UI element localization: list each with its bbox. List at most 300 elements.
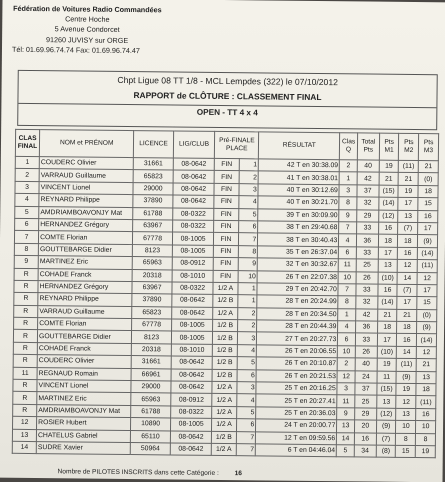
pts-m1-cell: 19	[379, 160, 399, 173]
footer-label: Nombre de PILOTES INSCRITS dans cette Catégorie :	[57, 468, 219, 477]
result-cell: 29 T en 20:42.70	[257, 283, 338, 296]
stage-cell: 1/2 A	[212, 406, 236, 419]
total-cell: 33	[355, 333, 377, 346]
event-title: Chpt Ligue 08 TT 1/8 - MCL Lempdes (322) le 07/10/2012	[117, 74, 338, 88]
pts-m1-cell: 21	[379, 173, 399, 186]
licence-cell: 8123	[132, 331, 172, 344]
pts-m2-cell: 12	[398, 259, 418, 272]
name-cell: AMDRIAMBOAVONJY Mat	[39, 206, 133, 219]
place-cell: 5	[236, 406, 256, 419]
pts-m3-cell: 17	[418, 222, 438, 235]
pts-m1-cell: 13	[376, 396, 396, 409]
pts-m3-cell: 15	[418, 198, 438, 211]
total-cell: 33	[356, 247, 378, 260]
place-cell: 3	[236, 382, 256, 395]
name-cell: VINCENT Lionel	[39, 181, 133, 194]
place-cell: 6	[238, 221, 258, 234]
licence-cell: 63967	[133, 220, 173, 233]
pts-m2-cell: 17	[397, 297, 417, 310]
pts-m3-cell: 21	[418, 161, 438, 174]
club-cell: 08-0322	[172, 220, 214, 233]
pts-m3-cell: (0)	[418, 173, 438, 186]
organization-city: 91260 JUVISY sur ORGE	[45, 34, 129, 45]
pts-m3-cell: 17	[417, 284, 437, 297]
pts-m1-cell: 18	[378, 234, 398, 247]
total-cell: 25	[355, 395, 377, 408]
total-cell: 32	[357, 197, 379, 210]
result-cell: 38 T en 30:40.43	[258, 233, 339, 246]
club-cell: 08-0642	[170, 443, 212, 456]
clas-cell: 2	[15, 169, 39, 182]
clas-cell: 12	[13, 417, 37, 430]
pts-m2-cell: 21	[397, 309, 417, 322]
clas-q-cell: 6	[339, 246, 357, 259]
place-cell: 2	[237, 307, 257, 320]
pts-m1-cell: 18	[377, 321, 397, 334]
pts-m1-cell: (9)	[376, 420, 396, 433]
result-cell: 28 T en 20:24.99	[257, 295, 338, 308]
stage-cell: 1/2 B	[212, 431, 236, 444]
stage-cell: 1/2 A	[212, 381, 236, 394]
licence-cell: 65963	[131, 393, 171, 406]
col-club: LIG/CLUB	[173, 131, 215, 158]
club-cell: 08-1010	[171, 344, 213, 357]
pts-m2-cell: 16	[397, 334, 417, 347]
pts-m2-cell: 12	[396, 396, 416, 409]
category-label: OPEN	[196, 107, 221, 117]
pts-m1-cell: (12)	[378, 210, 398, 223]
place-cell: 7	[238, 233, 258, 246]
clas-cell: 6	[15, 218, 39, 231]
stage-cell: FIN	[215, 158, 239, 171]
licence-cell: 65823	[132, 306, 172, 319]
clas-cell: 9	[14, 255, 38, 268]
result-cell: 40 T en 30:12.69	[258, 184, 339, 197]
col-total-pts: Total Pts	[357, 133, 379, 160]
clas-q-cell: 12	[337, 370, 355, 383]
name-cell: GOUTTEBARGE Didier	[38, 330, 132, 343]
licence-cell: 67778	[132, 319, 172, 332]
pts-m2-cell: 13	[396, 408, 416, 421]
result-cell: 27 T en 20:27.73	[257, 332, 338, 345]
pts-m3-cell: (11)	[417, 260, 437, 273]
club-cell: 08-1005	[171, 319, 213, 332]
stage-cell: FIN	[214, 196, 238, 209]
result-cell: 26 T en 20:21.53	[256, 370, 337, 383]
stage-cell: 1/2 A	[212, 394, 236, 407]
pts-m1-cell: (15)	[379, 185, 399, 198]
club-cell: 08-1005	[170, 418, 212, 431]
total-cell: 37	[355, 383, 377, 396]
place-cell: 2	[239, 171, 259, 184]
clas-cell: 14	[12, 441, 36, 454]
clas-q-cell: 10	[338, 271, 356, 284]
licence-cell: 37890	[133, 195, 173, 208]
name-cell: SUDRE Xavier	[36, 442, 130, 455]
licence-cell: 66961	[131, 368, 171, 381]
stage-cell: FIN	[214, 183, 238, 196]
licence-cell: 37890	[132, 294, 172, 307]
col-clas-final: CLAS FINAL	[15, 129, 39, 156]
pts-m1-cell: (10)	[378, 272, 398, 285]
organization-name: Fédération de Voitures Radio Commandées	[13, 3, 162, 15]
result-cell: 35 T en 26:37.04	[258, 246, 339, 259]
licence-cell: 65110	[131, 430, 171, 443]
stage-cell: 1/2 B	[212, 369, 236, 382]
name-cell: COHADE Franck	[37, 342, 131, 355]
total-cell: 34	[354, 445, 376, 458]
col-pts-m1: Pts M1	[379, 133, 399, 160]
pts-m1-cell: (7)	[376, 433, 396, 446]
place-cell: 1	[239, 159, 259, 172]
place-cell: 1	[237, 283, 257, 296]
clas-q-cell: 13	[337, 420, 355, 433]
place-cell: 7	[236, 431, 256, 444]
clas-cell: R	[13, 392, 37, 405]
pts-m1-cell: 16	[378, 222, 398, 235]
col-pts-m3: Pts M3	[419, 134, 439, 161]
pts-m2-cell: (9)	[396, 371, 416, 384]
club-cell: 08-0642	[171, 369, 213, 382]
place-cell: 7	[236, 444, 256, 457]
pts-m2-cell: 15	[396, 445, 416, 458]
stage-cell: FIN	[214, 233, 238, 246]
clas-cell: R	[13, 355, 37, 368]
stage-cell: 1/2 B	[213, 319, 237, 332]
stage-cell: FIN	[214, 258, 238, 271]
pts-m3-cell: 12	[417, 272, 437, 285]
pts-m2-cell: 17	[398, 198, 418, 211]
clas-cell: 4	[15, 193, 39, 206]
licence-cell: 67778	[133, 232, 173, 245]
result-cell: 24 T en 20:00.77	[256, 419, 337, 432]
clas-q-cell: 2	[340, 160, 358, 173]
clas-cell: R	[13, 404, 37, 417]
pts-m1-cell: 17	[377, 334, 397, 347]
report-title: RAPPORT de CLÔTURE : CLASSEMENT FINAL	[133, 90, 322, 103]
pts-m1-cell: 21	[377, 309, 397, 322]
club-cell: 08-0912	[171, 393, 213, 406]
pts-m2-cell: (11)	[399, 160, 419, 173]
licence-cell: 61788	[133, 207, 173, 220]
place-cell: 5	[238, 208, 258, 221]
pts-m2-cell: 14	[397, 346, 417, 359]
organization-header	[12, 4, 163, 57]
clas-cell: 13	[12, 429, 36, 442]
total-cell: 42	[357, 172, 379, 185]
result-cell: 38 T en 29:40.68	[258, 221, 339, 234]
clas-q-cell: 11	[337, 395, 355, 408]
pts-m2-cell: 8	[396, 433, 416, 446]
name-cell: COMTE Florian	[38, 318, 132, 331]
total-cell: 33	[356, 222, 378, 235]
clas-cell: R	[13, 379, 37, 392]
total-cell: 26	[356, 271, 378, 284]
organization-line: Centre Hoche	[65, 14, 110, 25]
pts-m3-cell: (9)	[418, 235, 438, 248]
club-cell: 08-1005	[171, 331, 213, 344]
name-cell: HERNANDEZ Grégory	[39, 219, 133, 232]
licence-cell: 10890	[131, 418, 171, 431]
total-cell: 20	[354, 420, 376, 433]
clas-cell: 3	[15, 181, 39, 194]
pts-m3-cell: 16	[418, 210, 438, 223]
stage-cell: 1/2 A	[213, 282, 237, 295]
licence-cell: 61788	[131, 405, 171, 418]
club-cell: 08-1005	[172, 245, 214, 258]
pts-m3-cell: 13	[416, 371, 436, 384]
col-pts-m2: Pts M2	[399, 133, 419, 160]
pts-m2-cell: 16	[398, 247, 418, 260]
clas-q-cell: 3	[339, 185, 357, 198]
name-cell: VARRAUD Guillaume	[39, 169, 133, 182]
result-cell: 32 T en 30:32.67	[257, 258, 338, 271]
club-cell: 08-0642	[171, 307, 213, 320]
footer	[58, 468, 243, 477]
place-cell: 4	[236, 394, 256, 407]
result-cell: 41 T en 30:38.01	[258, 171, 339, 184]
name-cell: VARRAUD Guillaume	[38, 305, 132, 318]
pts-m2-cell: (7)	[398, 222, 418, 235]
pts-m3-cell: 18	[416, 384, 436, 397]
pts-m3-cell: (11)	[416, 396, 436, 409]
stage-cell: 1/2 B	[213, 357, 237, 370]
pts-m1-cell: (8)	[376, 445, 396, 458]
clas-cell: R	[14, 293, 38, 306]
place-cell: 4	[237, 345, 257, 358]
pts-m3-cell: 18	[418, 185, 438, 198]
pts-m1-cell: (10)	[377, 346, 397, 359]
pts-m3-cell: 16	[416, 408, 436, 421]
pts-m3-cell: (14)	[417, 334, 437, 347]
stage-cell: 1/2 A	[212, 419, 236, 432]
pts-m3-cell: 15	[417, 297, 437, 310]
pts-m3-cell: 21	[416, 359, 436, 372]
club-cell: 08-0642	[173, 170, 215, 183]
licence-cell: 65823	[133, 170, 173, 183]
pts-m2-cell: 18	[398, 235, 418, 248]
clas-cell: R	[13, 342, 37, 355]
clas-cell: 8	[14, 243, 38, 256]
pts-m1-cell: 13	[378, 259, 398, 272]
place-cell: 1	[237, 295, 257, 308]
col-licence: LICENCE	[134, 131, 174, 158]
result-cell: 25 T en 20:36.03	[256, 407, 337, 420]
clas-q-cell: 4	[339, 234, 357, 247]
clas-q-cell: 7	[339, 222, 357, 235]
total-cell: 29	[354, 408, 376, 421]
stage-cell: FIN	[214, 220, 238, 233]
pts-m3-cell: (0)	[417, 309, 437, 322]
stage-cell: 1/2 B	[213, 332, 237, 345]
licence-cell: 29000	[133, 182, 173, 195]
club-cell: 08-0642	[173, 195, 215, 208]
clas-cell: R	[14, 317, 38, 330]
place-cell: 9	[238, 258, 258, 271]
result-cell: 40 T en 30:21.70	[258, 196, 339, 209]
pts-m3-cell: 8	[416, 433, 436, 446]
name-cell: GOUTTEBARGE Didier	[38, 243, 132, 256]
result-cell: 25 T en 20:16.25	[256, 382, 337, 395]
total-cell: 33	[356, 284, 378, 297]
clas-cell: R	[14, 305, 38, 318]
col-prefinale-place: Pré-FINALE PLACE	[215, 131, 259, 158]
place-cell: 10	[238, 270, 258, 283]
total-cell: 37	[357, 185, 379, 198]
total-cell: 36	[356, 234, 378, 247]
col-name: NOM et PRÉNOM	[39, 130, 134, 158]
stage-cell: 1/2 A	[213, 307, 237, 320]
clas-cell: 5	[15, 206, 39, 219]
club-cell: 08-0642	[172, 294, 214, 307]
col-result: RÉSULTAT	[259, 132, 340, 160]
name-cell: COHADE Franck	[38, 268, 132, 281]
pts-m1-cell: (12)	[376, 408, 396, 421]
stage-cell: FIN	[215, 171, 239, 184]
pts-m2-cell: (11)	[397, 359, 417, 372]
clas-q-cell: 5	[337, 445, 355, 458]
place-cell: 6	[237, 369, 257, 382]
club-cell: 08-0642	[173, 158, 215, 171]
pts-m1-cell: (15)	[377, 383, 397, 396]
pts-m2-cell: 14	[398, 272, 418, 285]
stage-cell: FIN	[214, 245, 238, 258]
clas-q-cell: 11	[338, 259, 356, 272]
total-cell: 25	[356, 259, 378, 272]
place-cell: 6	[236, 419, 256, 432]
clas-cell: R	[13, 330, 37, 343]
pts-m3-cell: (14)	[417, 247, 437, 260]
result-cell: 12 T en 09:59.56	[256, 431, 337, 444]
stage-cell: FIN	[214, 208, 238, 221]
result-cell: 39 T en 30:09.90	[258, 208, 339, 221]
pts-m2-cell: 13	[398, 210, 418, 223]
result-cell: 42 T en 30:38.09	[258, 159, 339, 172]
total-cell: 26	[355, 346, 377, 359]
category-line	[18, 106, 436, 119]
stage-cell: FIN	[213, 270, 237, 283]
clas-q-cell: 3	[337, 383, 355, 396]
licence-cell: 65963	[133, 257, 173, 270]
licence-cell: 29000	[131, 381, 171, 394]
place-cell: 8	[238, 245, 258, 258]
total-cell: 16	[354, 432, 376, 445]
result-cell: 26 T en 22:07.38	[257, 270, 338, 283]
result-cell: 26 T en 20:06.55	[257, 345, 338, 358]
class-label: TT 4 x 4	[227, 108, 258, 118]
pts-m2-cell: 19	[396, 383, 416, 396]
footer-count: 16	[234, 470, 243, 478]
licence-cell: 63967	[132, 281, 172, 294]
total-cell: 24	[355, 371, 377, 384]
pts-m1-cell: 16	[378, 284, 398, 297]
licence-cell: 31661	[134, 158, 174, 171]
stage-cell: 1/2 A	[212, 443, 236, 456]
pts-m3-cell: (9)	[417, 322, 437, 335]
name-cell: MARTINEZ Eric	[38, 256, 132, 269]
pts-m3-cell: 10	[416, 421, 436, 434]
licence-cell: 50964	[131, 443, 171, 456]
name-cell: HERNANDEZ Grégory	[38, 280, 132, 293]
club-cell: 08-0322	[170, 406, 212, 419]
pts-m2-cell: 19	[398, 185, 418, 198]
clas-q-cell: 4	[338, 321, 356, 334]
clas-q-cell: 2	[337, 358, 355, 371]
organization-phone-fax: Tél: 01.69.96.74.74 Fax: 01.69.96.74.47	[11, 44, 140, 55]
pts-m1-cell: 19	[377, 358, 397, 371]
name-cell: REGNAUD Romain	[37, 367, 131, 380]
club-cell: 08-0642	[170, 431, 212, 444]
report-title-box	[17, 70, 438, 130]
col-clas-q: Clas Q	[340, 133, 358, 160]
clas-q-cell: 9	[337, 408, 355, 421]
pts-m3-cell: 12	[416, 346, 436, 359]
clas-cell: R	[14, 280, 38, 293]
clas-q-cell: 8	[339, 197, 357, 210]
result-cell: 26 T en 20:10.87	[256, 357, 337, 370]
clas-cell: 1	[15, 156, 39, 169]
clas-cell: 7	[14, 231, 38, 244]
place-cell: 3	[237, 332, 257, 345]
total-cell: 32	[356, 296, 378, 309]
name-cell: ROSIER Hubert	[37, 417, 131, 430]
total-cell: 42	[356, 309, 378, 322]
clas-q-cell: 9	[339, 209, 357, 222]
result-cell: 25 T en 20:27.41	[256, 394, 337, 407]
pts-m3-cell: 19	[415, 446, 435, 459]
result-cell: 28 T en 20:44.39	[257, 320, 338, 333]
name-cell: CHATELUS Gabriel	[36, 429, 130, 442]
clas-q-cell: 7	[338, 284, 356, 297]
clas-q-cell: 1	[339, 172, 357, 185]
clas-q-cell: 10	[338, 346, 356, 359]
name-cell: REYNARD Philippe	[38, 293, 132, 306]
stage-cell: 1/2 B	[213, 295, 237, 308]
licence-cell: 8123	[133, 244, 173, 257]
stage-cell: 1/2 B	[213, 344, 237, 357]
club-cell: 08-0642	[171, 381, 213, 394]
results-table	[12, 129, 439, 459]
total-cell: 29	[357, 209, 379, 222]
pts-m2-cell: 21	[399, 173, 419, 186]
club-cell: 08-1010	[172, 269, 214, 282]
name-cell: COMTE Florian	[39, 231, 133, 244]
name-cell: VINCENT Lionel	[37, 380, 131, 393]
licence-cell: 20318	[132, 269, 172, 282]
total-cell: 40	[355, 358, 377, 371]
name-cell: AMDRIAMBOAVONJY Mat	[37, 404, 131, 417]
total-cell: 36	[355, 321, 377, 334]
place-cell: 2	[237, 320, 257, 333]
organization-address: 5 Avenue Condorcet	[54, 24, 120, 35]
clas-cell: R	[14, 268, 38, 281]
pts-m1-cell: 11	[377, 371, 397, 384]
result-cell: 6 T en 04:46.04	[255, 444, 336, 457]
category-separator: -	[222, 107, 228, 118]
clas-q-cell: 14	[337, 432, 355, 445]
name-cell: MARTINEZ Eric	[37, 392, 131, 405]
club-cell: 08-0912	[172, 257, 214, 270]
pts-m2-cell: (7)	[397, 284, 417, 297]
clas-q-cell: 1	[338, 308, 356, 321]
result-cell: 28 T en 20:34.50	[257, 308, 338, 321]
place-cell: 4	[238, 196, 258, 209]
place-cell: 5	[237, 357, 257, 370]
name-cell: COUDERC Olivier	[37, 355, 131, 368]
name-cell: COUDERC Olivier	[39, 157, 133, 170]
club-cell: 08-0642	[173, 183, 215, 196]
clas-q-cell: 6	[338, 333, 356, 346]
